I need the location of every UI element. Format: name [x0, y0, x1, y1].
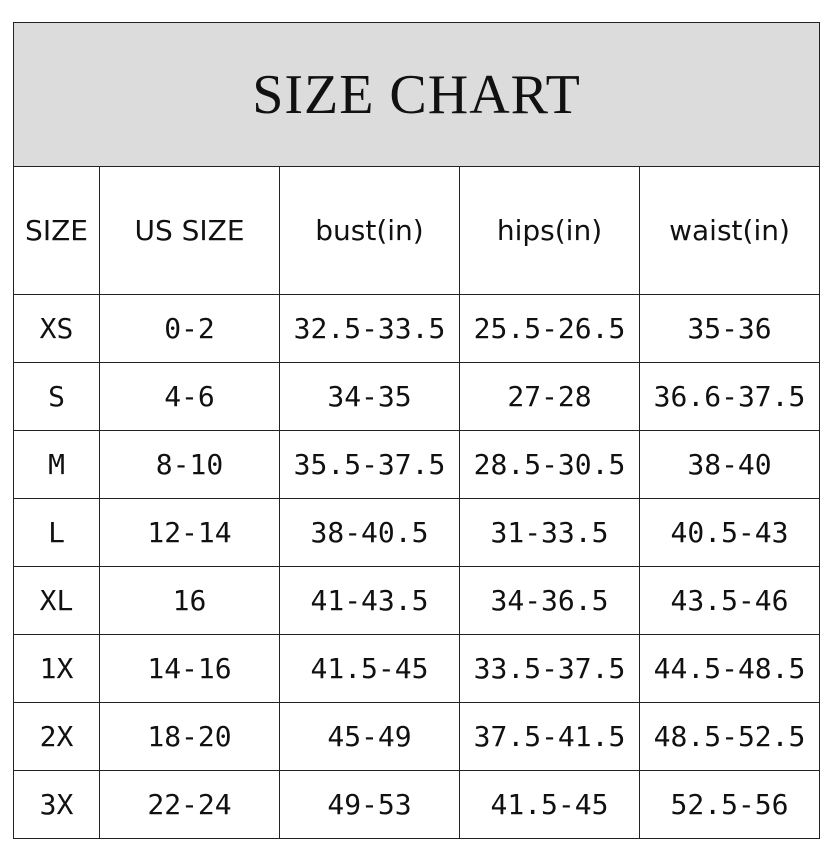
table-row — [14, 431, 820, 499]
cell-us-size: 16 — [100, 567, 280, 635]
cell-waist: 43.5-46 — [640, 567, 820, 635]
size-chart-table — [13, 22, 820, 839]
cell-bust: 38-40.5 — [280, 499, 460, 567]
cell-bust: 32.5-33.5 — [280, 295, 460, 363]
header-bust: bust(in) — [280, 167, 460, 295]
cell-bust: 41.5-45 — [280, 635, 460, 703]
header-waist: waist(in) — [640, 167, 820, 295]
cell-us-size: 14-16 — [100, 635, 280, 703]
cell-hips: 37.5-41.5 — [460, 703, 640, 771]
header-row — [14, 167, 820, 295]
cell-waist: 40.5-43 — [640, 499, 820, 567]
cell-us-size: 12-14 — [100, 499, 280, 567]
cell-bust: 49-53 — [280, 771, 460, 839]
cell-us-size: 22-24 — [100, 771, 280, 839]
cell-us-size: 4-6 — [100, 363, 280, 431]
table-row — [14, 703, 820, 771]
cell-waist: 35-36 — [640, 295, 820, 363]
cell-waist: 52.5-56 — [640, 771, 820, 839]
header-size: SIZE — [14, 167, 100, 295]
cell-us-size: 0-2 — [100, 295, 280, 363]
table-row — [14, 635, 820, 703]
table-row — [14, 295, 820, 363]
cell-hips: 25.5-26.5 — [460, 295, 640, 363]
cell-size: L — [14, 499, 100, 567]
title-row — [14, 23, 820, 167]
cell-size: XL — [14, 567, 100, 635]
table-row — [14, 771, 820, 839]
cell-size: XS — [14, 295, 100, 363]
cell-hips: 41.5-45 — [460, 771, 640, 839]
cell-size: 2X — [14, 703, 100, 771]
cell-hips: 33.5-37.5 — [460, 635, 640, 703]
cell-waist: 48.5-52.5 — [640, 703, 820, 771]
cell-hips: 28.5-30.5 — [460, 431, 640, 499]
cell-size: S — [14, 363, 100, 431]
table-row — [14, 363, 820, 431]
cell-bust: 41-43.5 — [280, 567, 460, 635]
cell-waist: 38-40 — [640, 431, 820, 499]
cell-us-size: 8-10 — [100, 431, 280, 499]
table-row — [14, 567, 820, 635]
cell-hips: 31-33.5 — [460, 499, 640, 567]
cell-size: M — [14, 431, 100, 499]
cell-waist: 44.5-48.5 — [640, 635, 820, 703]
cell-size: 1X — [14, 635, 100, 703]
chart-title: SIZE CHART — [14, 23, 820, 167]
cell-bust: 34-35 — [280, 363, 460, 431]
cell-waist: 36.6-37.5 — [640, 363, 820, 431]
header-us-size: US SIZE — [100, 167, 280, 295]
cell-us-size: 18-20 — [100, 703, 280, 771]
cell-hips: 34-36.5 — [460, 567, 640, 635]
cell-hips: 27-28 — [460, 363, 640, 431]
table-row — [14, 499, 820, 567]
cell-bust: 45-49 — [280, 703, 460, 771]
header-hips: hips(in) — [460, 167, 640, 295]
cell-bust: 35.5-37.5 — [280, 431, 460, 499]
cell-size: 3X — [14, 771, 100, 839]
